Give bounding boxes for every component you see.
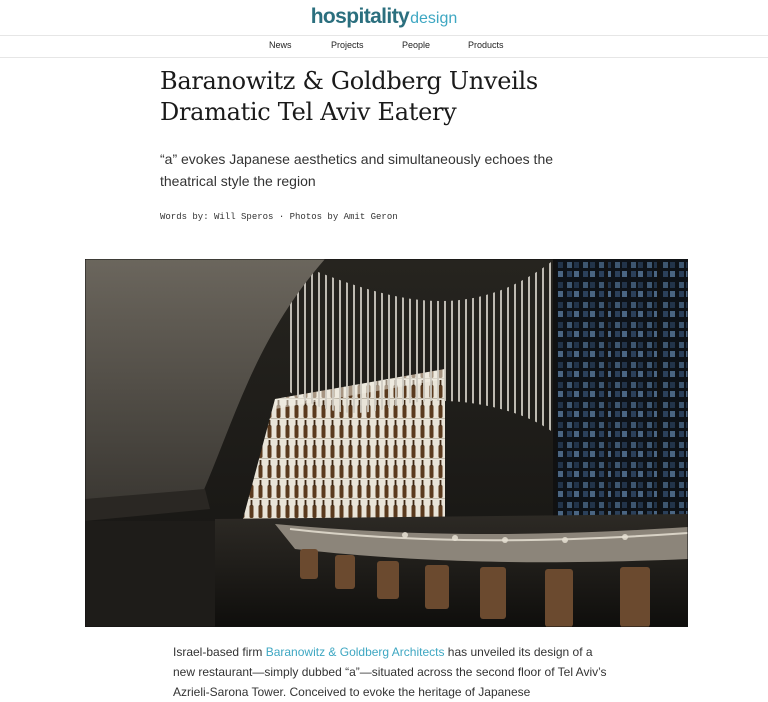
logo-suffix: design <box>410 10 458 27</box>
restaurant-interior-image <box>85 259 688 627</box>
main-nav <box>0 36 768 58</box>
firm-link[interactable]: Baranowitz & Goldberg Architects <box>265 645 445 659</box>
site-header <box>0 0 768 36</box>
nav-news[interactable]: News <box>269 40 292 50</box>
article-body <box>173 642 613 702</box>
nav-products[interactable]: Products <box>468 40 504 50</box>
article-subtitle: “a” evokes Japanese aesthetics and simultaneously echoes the theatrical style the region <box>160 151 554 189</box>
site-logo[interactable] <box>0 4 768 32</box>
nav-projects[interactable]: Projects <box>331 40 364 50</box>
body-continuation: has unveiled its design of a new restaurant—simply dubbed “a”—situated across the second floor of Tel Aviv’s Azrieli-Sarona Tower. Conceived to evoke the heritage of Japanese <box>173 645 607 699</box>
body-intro: Israel-based firm <box>173 645 266 659</box>
logo-brand: hospitality <box>310 5 410 28</box>
article-byline: Words by: Will Speros · Photos by Amit Geron <box>160 212 398 222</box>
hero-photo <box>85 259 688 627</box>
article-title: Baranowitz & Goldberg Unveils Dramatic Tel Aviv Eatery <box>160 67 538 126</box>
nav-people[interactable]: People <box>402 40 431 50</box>
